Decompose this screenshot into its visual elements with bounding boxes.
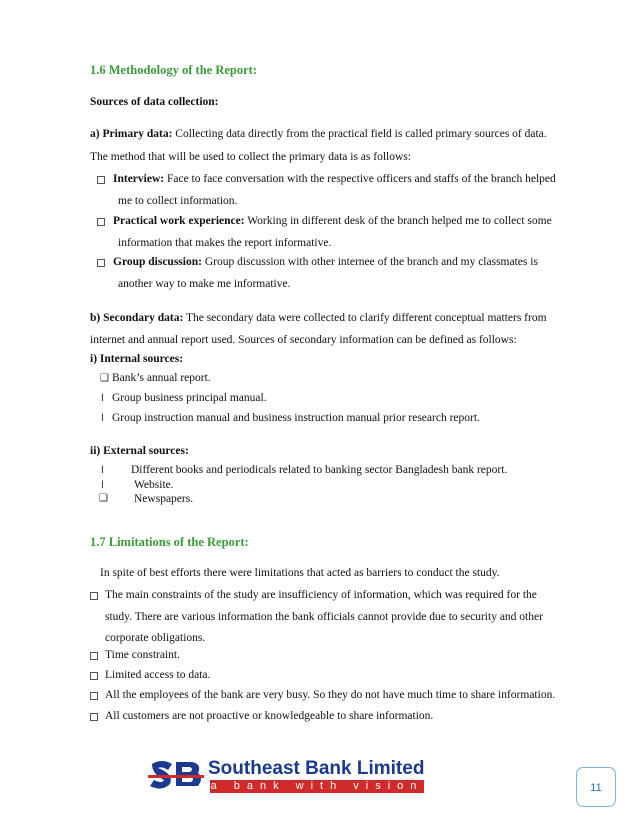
bank-logo	[148, 756, 438, 796]
section-heading-methodology: 1.6 Methodology of the Report:	[90, 63, 257, 77]
primary-item-group	[113, 256, 538, 268]
bullet-square-icon	[97, 176, 105, 184]
sb-logo-icon	[148, 756, 206, 794]
primary-item-interview	[113, 173, 556, 185]
bullet-square-icon	[90, 713, 98, 721]
limitation-item: All the employees of the bank are very busy. So they do not have much time to share information.	[105, 689, 556, 701]
bullet-square-icon	[97, 259, 105, 267]
bullet-square-icon	[90, 672, 98, 680]
internal-item: Group instruction manual and business instruction manual prior research report.	[112, 412, 480, 424]
bullet-square-icon	[97, 218, 105, 226]
primary-item-text: Face to face conversation with the respective officers and staffs of the branch helped	[164, 173, 556, 185]
primary-item-label: Interview:	[113, 173, 165, 185]
bar-bullet-icon: l	[101, 413, 104, 424]
secondary-data-line1	[90, 312, 547, 324]
limitation-item: All customers are not proactive or knowledgeable to share information.	[105, 710, 434, 722]
limitation-item: Time constraint.	[105, 649, 180, 661]
external-sources-title: ii) External sources:	[90, 445, 189, 457]
bar-bullet-icon: l	[101, 465, 104, 476]
secondary-data-text: The secondary data were collected to clarify different conceptual matters from	[183, 312, 547, 324]
limitation-item: Limited access to data.	[105, 669, 211, 681]
primary-item-practical	[113, 215, 552, 227]
primary-data-text: Collecting data directly from the practical field is called primary sources of data.	[172, 128, 547, 140]
limitation-item-line2: study. There are various information the bank officials cannot provide due to security and other	[105, 611, 543, 623]
limitation-item-line1: The main constraints of the study are insufficiency of information, which was required for the	[105, 589, 537, 601]
primary-item-text: Working in different desk of the branch helped me to collect some	[244, 215, 552, 227]
bullet-square-icon	[90, 692, 98, 700]
secondary-data-label: b) Secondary data:	[90, 312, 184, 324]
section-heading-limitations: 1.7 Limitations of the Report:	[90, 535, 249, 549]
primary-data-line1	[90, 128, 547, 140]
bar-bullet-icon: l	[101, 480, 104, 491]
bracket-bullet-icon: ❑	[99, 493, 108, 504]
logo-name: Southeast Bank Limited	[208, 758, 425, 779]
primary-item-interview-cont: me to collect information.	[118, 195, 238, 207]
internal-sources-title: i) Internal sources:	[90, 353, 184, 365]
primary-item-group-cont: another way to make me informative.	[118, 278, 291, 290]
primary-data-line2: The method that will be used to collect the primary data is as follows:	[90, 151, 411, 163]
primary-item-practical-cont: information that makes the report informative.	[118, 237, 332, 249]
bullet-square-icon	[90, 592, 98, 600]
limitation-item-line3: corporate obligations.	[105, 632, 206, 644]
primary-item-label: Practical work experience:	[113, 215, 245, 227]
page-number: 11	[576, 767, 616, 807]
primary-item-label: Group discussion:	[113, 256, 202, 268]
limitations-intro: In spite of best efforts there were limitations that acted as barriers to conduct the study.	[100, 567, 500, 579]
internal-item: Bank’s annual report.	[112, 372, 211, 384]
bullet-square-icon	[90, 652, 98, 660]
external-item: Different books and periodicals related to banking sector Bangladesh bank report.	[131, 464, 508, 476]
bracket-bullet-icon: ❑	[100, 373, 109, 384]
internal-item: Group business principal manual.	[112, 392, 267, 404]
bar-bullet-icon: l	[101, 393, 104, 404]
sources-title: Sources of data collection:	[90, 96, 219, 108]
primary-item-text: Group discussion with other internee of the branch and my classmates is	[201, 256, 538, 268]
primary-data-label: a) Primary data:	[90, 128, 173, 140]
logo-tagline: a bank with vision	[210, 780, 424, 792]
external-item: Newspapers.	[134, 493, 194, 505]
secondary-data-line2: internet and annual report used. Sources of secondary information can be defined as follows:	[90, 334, 517, 346]
external-item: Website.	[134, 479, 174, 491]
